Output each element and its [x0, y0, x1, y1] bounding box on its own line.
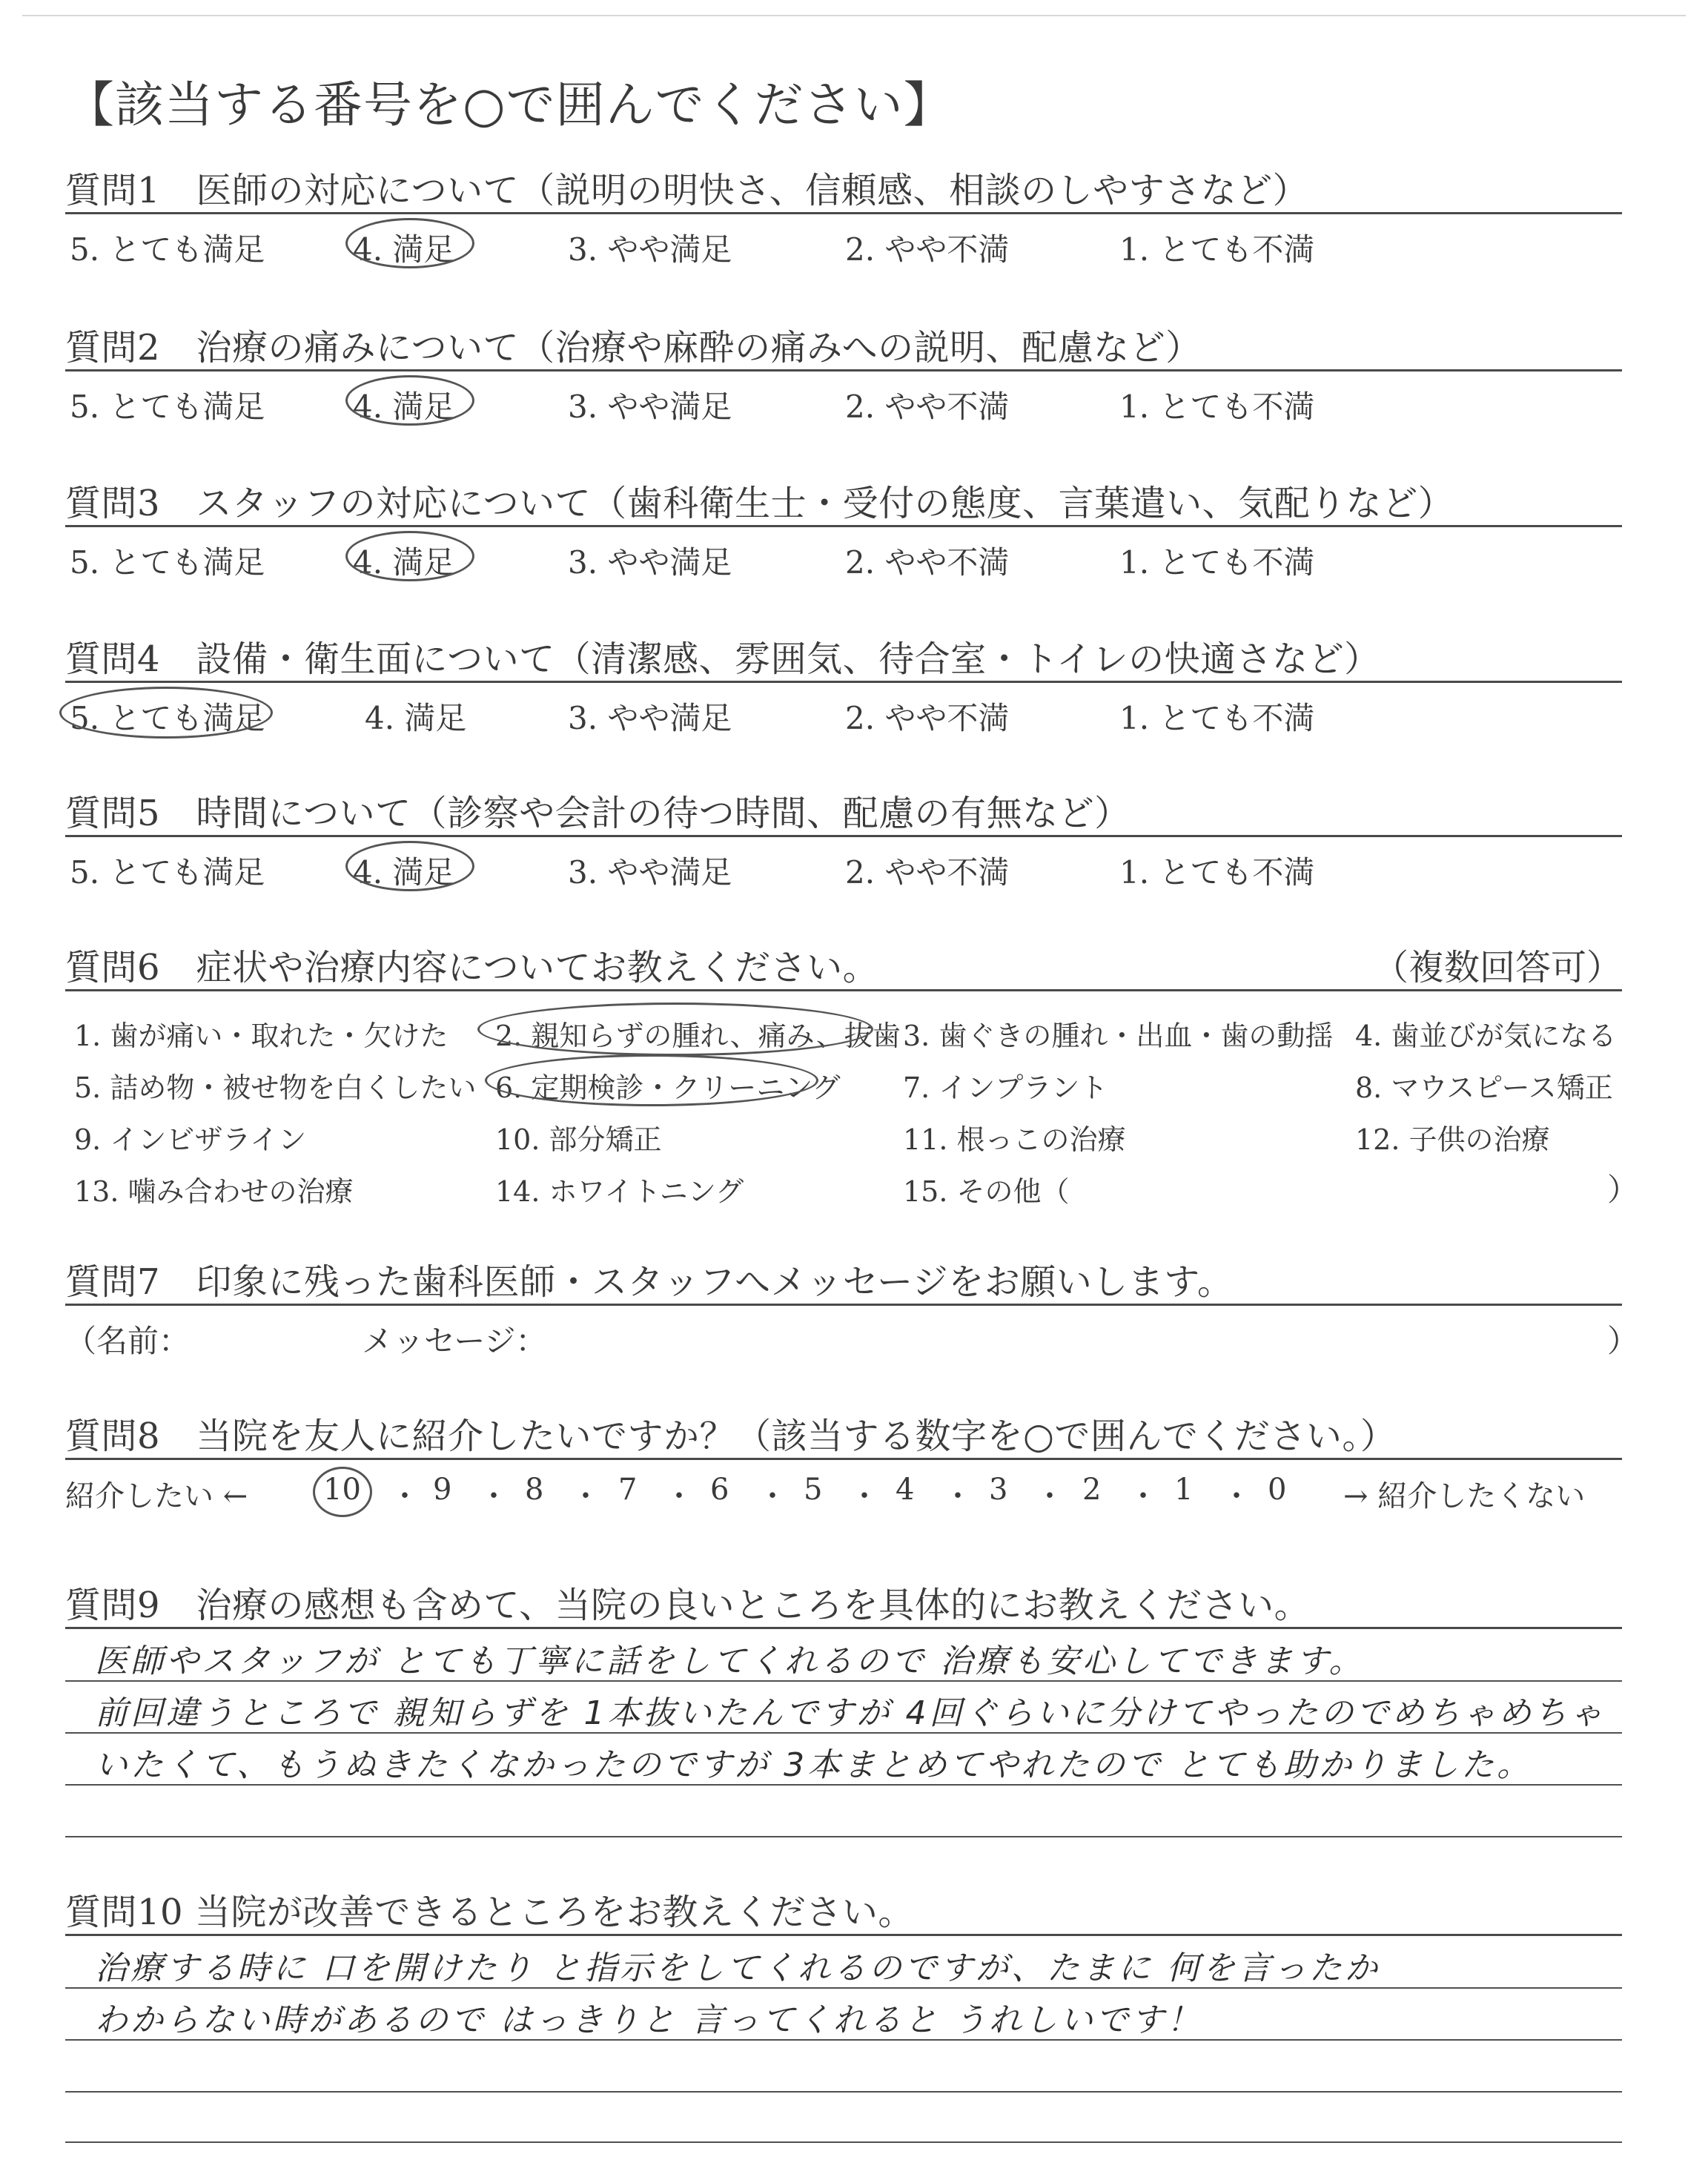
symptom-option[interactable]: 7. インプラント	[903, 1071, 1108, 1104]
scale-left-label: 紹介したい ←	[65, 1479, 248, 1513]
scale-dot: ・	[1035, 1479, 1065, 1513]
answer-rule	[65, 2039, 1622, 2041]
question-title: 質問6 症状や治療内容についてお教えください。	[65, 947, 879, 988]
handwritten-answer-line: 治療する時に 口を開けたり と指示をしてくれるのですが、たまに 何を言ったか	[95, 1949, 1380, 1987]
scale-dot: ・	[571, 1479, 600, 1513]
question-title: 質問9 治療の感想も含めて、当院の良いところを具体的にお教えください。	[65, 1585, 1311, 1626]
selection-circle	[345, 841, 474, 891]
selection-circle	[345, 218, 474, 268]
question-title: 質問4 設備・衛生面について（清潔感、雰囲気、待合室・トイレの快適さなど）	[65, 638, 1380, 680]
title-rule	[65, 681, 1622, 683]
scale-value-5[interactable]: 5	[804, 1473, 823, 1507]
symptom-option[interactable]: 13. 噛み合わせの治療	[74, 1175, 354, 1208]
option-5[interactable]: 5. とても満足	[70, 854, 265, 891]
title-rule	[65, 1934, 1622, 1936]
question-title: 質問5 時間について（診察や会計の待つ時間、配慮の有無など）	[65, 793, 1131, 834]
scale-dot: ・	[479, 1479, 509, 1513]
option-5[interactable]: 5. とても満足	[70, 544, 265, 581]
rating-options	[65, 848, 1622, 893]
answer-rule	[65, 2091, 1622, 2093]
option-1[interactable]: 1. とても不満	[1119, 389, 1315, 425]
option-4[interactable]: 4. 満足	[365, 700, 467, 736]
option-4[interactable]: 4. 満足	[353, 854, 455, 891]
scale-value-2[interactable]: 2	[1082, 1473, 1102, 1507]
handwritten-answer-line: 前回違うところで 親知らずを 1本抜いたんですが 4回ぐらいに分けてやったのでめちゃめちゃ	[95, 1694, 1606, 1732]
title-rule	[65, 369, 1622, 371]
scale-dot: ・	[758, 1479, 787, 1513]
rating-options	[65, 538, 1622, 583]
option-4[interactable]: 4. 満足	[353, 544, 455, 581]
answer-rule	[65, 1680, 1622, 1682]
scale-value-4[interactable]: 4	[896, 1473, 915, 1507]
scale-value-1[interactable]: 1	[1174, 1473, 1194, 1507]
option-5[interactable]: 5. とても満足	[70, 231, 265, 268]
option-4[interactable]: 4. 満足	[353, 231, 455, 268]
scale-value-9[interactable]: 9	[433, 1473, 452, 1507]
symptom-option[interactable]: 4. 歯並びが気になる	[1355, 1020, 1617, 1052]
question-title: 質問8 当院を友人に紹介したいですか？（該当する数字を○で囲んでください。）	[65, 1416, 1397, 1457]
title-rule	[65, 1627, 1622, 1629]
option-2[interactable]: 2. やや不満	[845, 700, 1010, 736]
title-rule	[65, 835, 1622, 837]
answer-rule	[65, 1987, 1622, 1989]
symptom-option[interactable]: 14. ホワイトニング	[495, 1175, 744, 1208]
rating-options	[65, 225, 1622, 270]
option-3[interactable]: 3. やや満足	[568, 389, 732, 425]
close-paren: ）	[1607, 1323, 1639, 1359]
recommend-scale	[65, 1473, 1622, 1517]
scale-value-8[interactable]: 8	[525, 1473, 544, 1507]
answer-rule	[65, 1784, 1622, 1786]
title-rule	[65, 212, 1622, 214]
answer-rule	[65, 2141, 1622, 2143]
scale-dot: ・	[850, 1479, 879, 1513]
option-2[interactable]: 2. やや不満	[845, 231, 1010, 268]
symptom-option[interactable]: 12. 子供の治療	[1355, 1123, 1550, 1156]
symptom-option-other[interactable]: 15. その他（	[903, 1175, 1070, 1208]
symptom-option[interactable]: 6. 定期検診・クリーニング	[495, 1071, 841, 1104]
selection-circle	[345, 375, 474, 426]
option-3[interactable]: 3. やや満足	[568, 854, 732, 891]
scale-value-6[interactable]: 6	[710, 1473, 729, 1507]
option-3[interactable]: 3. やや満足	[568, 544, 732, 581]
scan-top-border	[22, 15, 1686, 16]
answer-rule	[65, 1836, 1622, 1837]
question-title: 質問3 スタッフの対応について（歯科衛生士・受付の態度、言葉遣い、気配りなど）	[65, 483, 1454, 524]
symptom-option[interactable]: 10. 部分矯正	[495, 1123, 662, 1156]
question-title: 質問7 印象に残った歯科医師・スタッフへメッセージをお願いします。	[65, 1261, 1234, 1303]
selection-circle	[313, 1467, 372, 1517]
option-2[interactable]: 2. やや不満	[845, 854, 1010, 891]
option-2[interactable]: 2. やや不満	[845, 389, 1010, 425]
question-title: 質問1 医師の対応について（説明の明快さ、信頼感、相談のしやすさなど）	[65, 170, 1309, 211]
symptom-option[interactable]: 5. 詰め物・被せ物を白くしたい	[74, 1071, 477, 1104]
scale-value-10[interactable]: 10	[323, 1473, 361, 1507]
selection-circle	[345, 531, 474, 581]
scale-right-label: → 紹介したくない	[1343, 1479, 1586, 1513]
option-1[interactable]: 1. とても不満	[1119, 700, 1315, 736]
symptom-option[interactable]: 3. 歯ぐきの腫れ・出血・歯の動揺	[903, 1020, 1334, 1052]
multiple-answers-note: （複数回答可）	[1372, 947, 1622, 988]
question-title: 質問10 当院が改善できるところをお教えください。	[65, 1892, 914, 1933]
symptom-option[interactable]: 9. インビザライン	[74, 1123, 307, 1156]
symptom-option[interactable]: 11. 根っこの治療	[903, 1123, 1126, 1156]
option-5[interactable]: 5. とても満足	[70, 389, 265, 425]
scale-dot: ・	[943, 1479, 973, 1513]
page-heading: 【該当する番号を○で囲んでください】	[65, 76, 953, 133]
scale-dot: ・	[390, 1479, 420, 1513]
handwritten-answer-line: 医師やスタッフが とても丁寧に話をしてくれるので 治療も安心してできます。	[95, 1642, 1365, 1680]
option-4[interactable]: 4. 満足	[353, 389, 455, 425]
scale-value-7[interactable]: 7	[618, 1473, 638, 1507]
option-1[interactable]: 1. とても不満	[1119, 854, 1315, 891]
option-3[interactable]: 3. やや満足	[568, 700, 732, 736]
handwritten-answer-line: わからない時があるので はっきりと 言ってくれると うれしいです！	[95, 2001, 1202, 2039]
message-fields	[65, 1317, 1639, 1361]
handwritten-answer-line: いたくて、もうぬきたくなかったのですが 3本まとめてやれたので とても助かりました。	[95, 1746, 1533, 1784]
message-label: メッセージ：	[362, 1323, 547, 1359]
scale-dot: ・	[1222, 1479, 1251, 1513]
other-close-paren: ）	[1607, 1172, 1639, 1208]
option-1[interactable]: 1. とても不満	[1119, 544, 1315, 581]
symptom-option[interactable]: 2. 親知らずの腫れ、痛み、抜歯	[495, 1020, 901, 1052]
symptom-option[interactable]: 1. 歯が痛い・取れた・欠けた	[74, 1020, 448, 1052]
scale-dot: ・	[1128, 1479, 1158, 1513]
symptom-option[interactable]: 8. マウスピース矯正	[1355, 1071, 1613, 1104]
selection-circle	[477, 1003, 873, 1056]
name-label: （名前：	[65, 1323, 191, 1359]
selection-circle	[485, 1054, 818, 1106]
scale-value-3[interactable]: 3	[989, 1473, 1008, 1507]
rating-options	[65, 383, 1622, 427]
option-5[interactable]: 5. とても満足	[70, 700, 265, 736]
title-rule	[65, 989, 1622, 991]
question-title: 質問2 治療の痛みについて（治療や麻酔の痛みへの説明、配慮など）	[65, 327, 1202, 369]
option-3[interactable]: 3. やや満足	[568, 231, 732, 268]
scale-dot: ・	[664, 1479, 694, 1513]
title-rule	[65, 1304, 1622, 1306]
selection-circle	[59, 687, 273, 739]
title-rule	[65, 525, 1622, 527]
rating-options	[65, 694, 1622, 739]
scale-value-0[interactable]: 0	[1268, 1473, 1287, 1507]
option-2[interactable]: 2. やや不満	[845, 544, 1010, 581]
title-rule	[65, 1458, 1622, 1460]
option-1[interactable]: 1. とても不満	[1119, 231, 1315, 268]
answer-rule	[65, 1732, 1622, 1734]
